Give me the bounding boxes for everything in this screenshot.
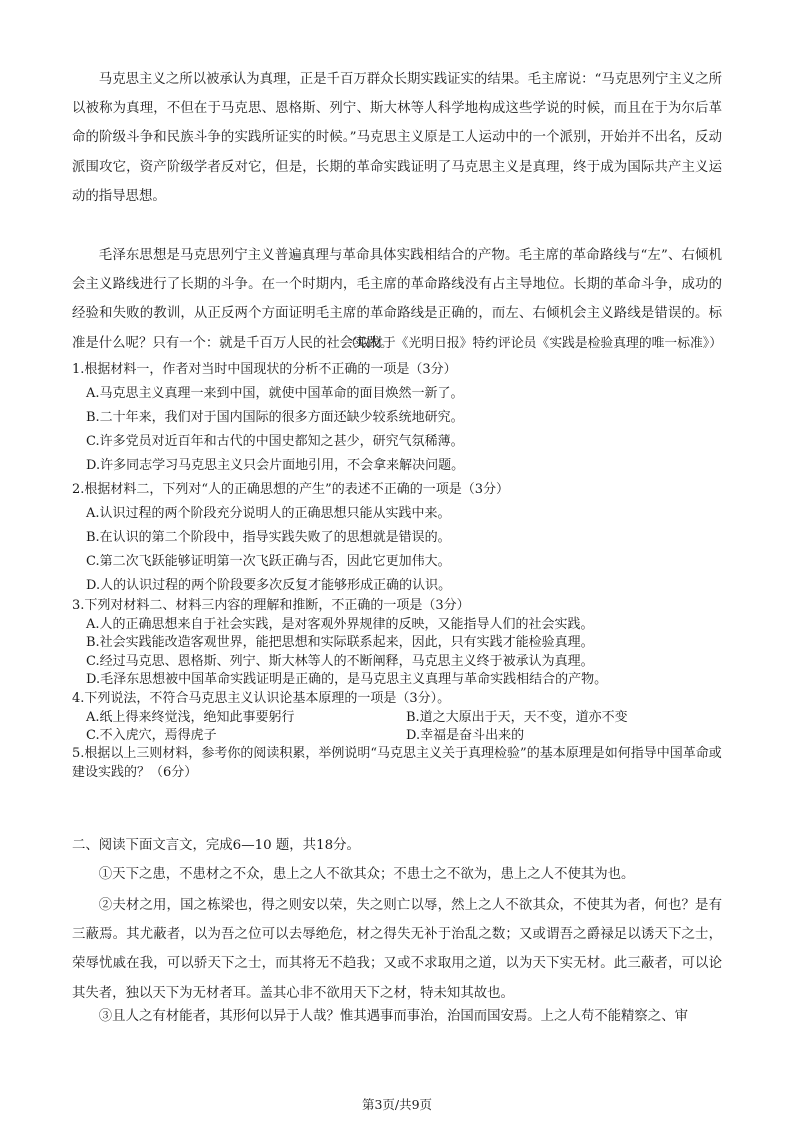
question-3-option-c: C.经过马克思、恩格斯、列宁、斯大林等人的不断阐释，马克思主义终于被承认为真理。 — [86, 653, 594, 669]
question-1-option-a: A.马克思主义真理一来到中国，就使中国革命的面目焕然一新了。 — [86, 386, 464, 401]
question-4-option-a: A.纸上得来终觉浅，绝知此事要躬行 — [86, 709, 295, 725]
classical-paragraph-2: ②夫材之用，国之栋梁也，得之则安以荣，失之则亡以辱，然上之人不欲其众，不使其为者，何也？是有三蔽焉。其尤蔽者，以为吾之位可以去辱绝危，材之得失无补于治乱之数；又或谓吾之爵禄足以诱天下之士，荣辱忧戚在我，可以骄天下之士，而其将无不趋我；又或不求取用之道，以为天下实无材。此三蔽者，可以论其失者，独以天下为无材者耳。盖其心非不欲用天下之材，特未知其故也。 — [72, 898, 722, 1001]
material-paragraph-2: 毛泽东思想是马克思列宁主义普遍真理与革命具体实践相结合的产物。毛主席的革命路线与“左”、右倾机会主义路线进行了长期的斗争。在一个时期内，毛主席的革命路线没有占主导地位。长期的革命斗争，成功的经验和失败的教训，从正反两个方面证明毛主席的革命路线是正确的，而左、右倾机会主义路线是错误的。标准是什么呢？只有一个：就是千百万人民的社会实践。 — [72, 248, 722, 351]
question-2 — [72, 478, 722, 598]
question-3 — [72, 597, 722, 690]
question-2-option-d: D.人的认识过程的两个阶段要多次反复才能够形成正确的认识。 — [86, 578, 452, 593]
question-4 — [72, 690, 722, 746]
question-1-option-c: C.许多党员对近百年和古代的中国史都知之甚少，研究气氛稀薄。 — [86, 434, 464, 449]
question-3-stem: 3.下列对材料二、材料三内容的理解和推断，不正确的一项是（3分） — [72, 598, 470, 613]
question-5 — [72, 745, 722, 782]
classical-paragraph-1: ①天下之患，不患材之不众，患上之人不欲其众；不患士之不欲为，患上之人不使其为也。 — [98, 867, 635, 882]
page-number: 第3页/共9页 — [361, 1097, 433, 1112]
question-3-option-d: D.毛泽东思想被中国革命实践证明是正确的，是马克思主义真理与革命实践相结合的产物。 — [86, 672, 608, 687]
question-4-options — [72, 709, 722, 746]
material-source: （取材于《光明日报》特约评论员《实践是检验真理的唯一标准》） — [344, 336, 722, 351]
question-4-stem: 4.下列说法，不符合马克思主义认识论基本原理的一项是（3分）。 — [72, 691, 451, 706]
question-2-option-a: A.认识过程的两个阶段充分说明人的正确思想只能从实践中来。 — [86, 506, 451, 521]
question-1 — [72, 358, 722, 478]
question-1-option-b: B.二十年来，我们对于国内国际的很多方面还缺少较系统地研究。 — [86, 410, 464, 425]
question-1-option-d: D.许多同志学习马克思主义只会片面地引用，不会拿来解决问题。 — [86, 458, 465, 473]
section-2-heading: 二、阅读下面文言文，完成6—10 题，共18分。 — [72, 838, 360, 853]
question-2-stem: 2.根据材料二，下列对“人的正确思想的产生”的表述不正确的一项是（3分） — [72, 482, 509, 497]
question-4-option-d: D.幸福是奋斗出来的 — [406, 728, 525, 743]
question-5-stem: 5.根据以上三则材料，参考你的阅读积累，举例说明“马克思主义关于真理检验”的基本原理是如何指导中国革命或建设实践的？（6分） — [72, 746, 722, 780]
question-3-option-a: A.人的正确思想来自于社会实践，是对客观外界规律的反映，又能指导人们的社会实践。 — [86, 616, 594, 632]
question-4-option-b: B.道之大原出于天，天不变，道亦不变 — [406, 709, 628, 725]
question-3-option-b: B.社会实践能改造客观世界，能把思想和实际联系起来，因此，只有实践才能检验真理。 — [86, 635, 594, 650]
material-paragraph-1: 马克思主义之所以被承认为真理，正是千百万群众长期实践证实的结果。毛主席说：“马克思列宁主义之所以被称为真理，不但在于马克思、恩格斯、列宁、斯大林等人科学地构成这些学说的时候，而且在于为尔后革命的阶级斗争和民族斗争的实践所证实的时候。”马克思主义原是工人运动中的一个派别，开始并不出名，反动派围攻它，资产阶级学者反对它，但是，长期的革命实践证明了马克思主义是真理，终于成为国际共产主义运动的指导思想。 — [72, 72, 722, 204]
question-2-option-c: C.第二次飞跃能够证明第一次飞跃正确与否，因此它更加伟大。 — [86, 554, 451, 569]
classical-paragraph-3: ③且人之有材能者，其形何以异于人哉？惟其遇事而事治，治国而国安焉。上之人苟不能精察之、审 — [98, 1009, 688, 1024]
question-4-option-c: C.不入虎穴，焉得虎子 — [86, 728, 217, 743]
question-2-option-b: B.在认识的第二个阶段中，指导实践失败了的思想就是错误的。 — [86, 530, 451, 545]
question-1-stem: 1.根据材料一，作者对当时中国现状的分析不正确的一项是（3分） — [72, 362, 457, 377]
